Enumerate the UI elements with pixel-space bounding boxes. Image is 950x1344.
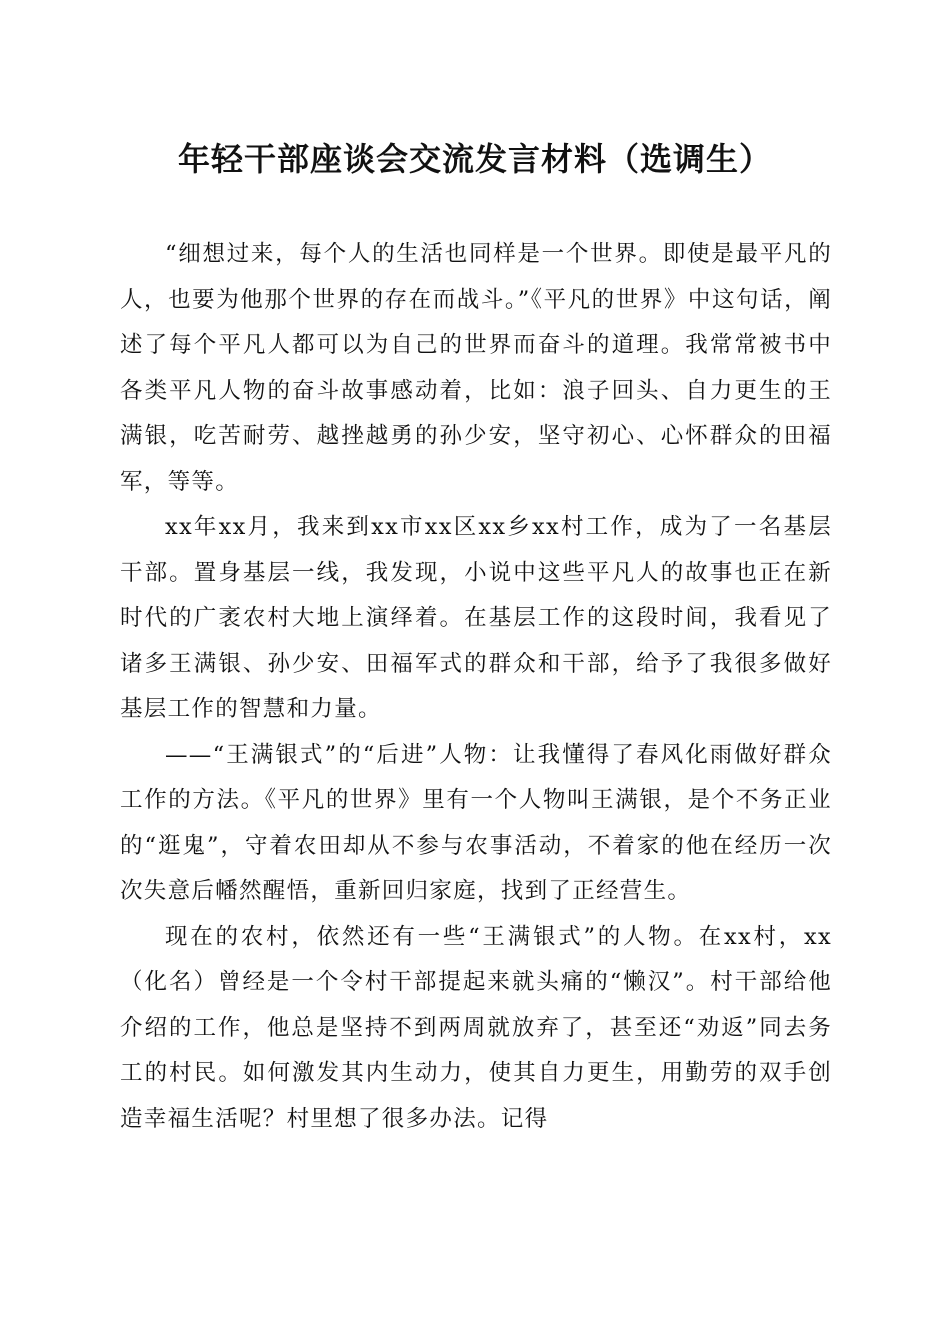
paragraph-3: ——“王满银式”的“后进”人物：让我懂得了春风化雨做好群众工作的方法。《平凡的世界》里有一个人物叫王满银，是个不务正业的“逛鬼”，守着农田却从不参与农事活动，不着家的他在经历一次次失意后幡然醒悟，重新回归家庭，找到了正经营生。 (120, 741, 832, 904)
document-title: 年轻干部座谈会交流发言材料（选调生） (177, 140, 772, 178)
document-body (120, 232, 832, 1142)
paragraph-2: xx年xx月，我来到xx市xx区xx乡xx村工作，成为了一名基层干部。置身基层一线，我发现，小说中这些平凡人的故事也正在新时代的广袤农村大地上演绎着。在基层工作的这段时间，我看见了诸多王满银、孙少安、田福军式的群众和干部，给予了我很多做好基层工作的智慧和力量。 (120, 514, 832, 722)
paragraph-1: “细想过来，每个人的生活也同样是一个世界。即使是最平凡的人，也要为他那个世界的存在而战斗。”《平凡的世界》中这句话，阐述了每个平凡人都可以为自己的世界而奋斗的道理。我常常被书中各类平凡人物的奋斗故事感动着，比如：浪子回头、自力更生的王满银，吃苦耐劳、越挫越勇的孙少安，坚守初心、心怀群众的田福军，等等。 (120, 241, 832, 495)
paragraph-4: 现在的农村，依然还有一些“王满银式”的人物。在xx村，xx（化名）曾经是一个令村干部提起来就头痛的“懒汉”。村干部给他介绍的工作，他总是坚持不到两周就放弃了，甚至还“劝返”同去务工的村民。如何激发其内生动力，使其自力更生，用勤劳的双手创造幸福生活呢？村里想了很多办法。记得 (120, 923, 832, 1132)
